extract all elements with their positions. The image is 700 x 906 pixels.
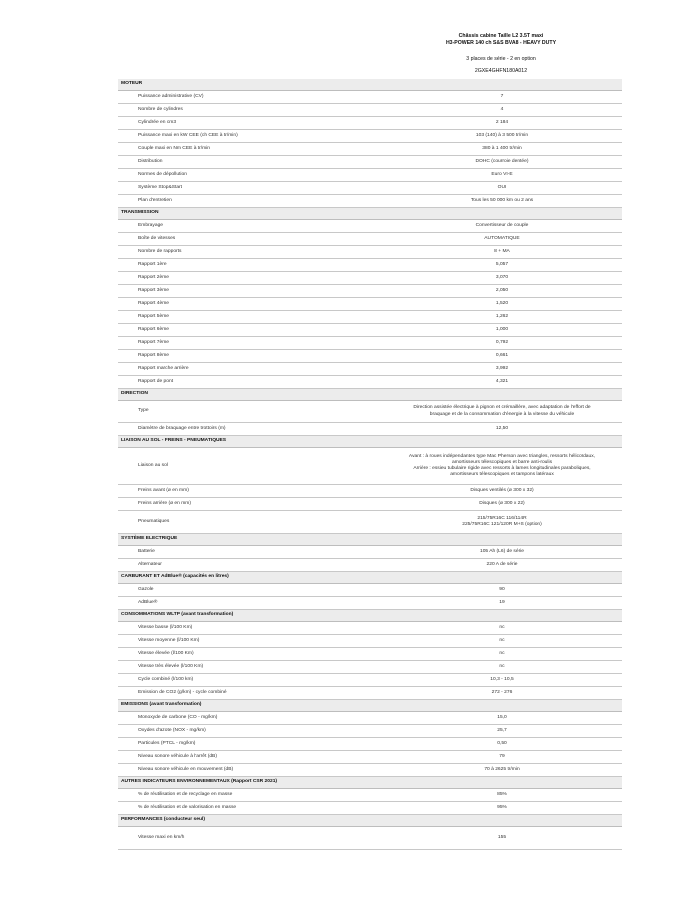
spec-value: 220 A de série (382, 559, 622, 572)
spec-row (118, 751, 622, 764)
spec-value: 85% (382, 789, 622, 802)
spec-label: Liaison au sol (118, 448, 382, 485)
spec-row (118, 117, 622, 130)
section-title: LIAISON AU SOL - FREINS - PNEUMATIQUES (118, 436, 622, 448)
spec-row (118, 559, 622, 572)
spec-row (118, 584, 622, 597)
spec-row (118, 498, 622, 511)
spec-label: Rapport 8ème (118, 350, 382, 363)
section-title: EMISSIONS (avant transformation) (118, 700, 622, 712)
spec-label: Type (118, 401, 382, 423)
spec-label: Alternateur (118, 559, 382, 572)
spec-label: Couple maxi en Nm CEE à tr/min (118, 143, 382, 156)
spec-row (118, 401, 622, 423)
spec-row (118, 661, 622, 674)
spec-value: OUI (382, 182, 622, 195)
spec-row (118, 802, 622, 815)
spec-value: 4 (382, 104, 622, 117)
spec-value: 215/75R16C 116/114R 225/75R16C 121/120R M+S (option) (382, 511, 622, 534)
spec-row (118, 246, 622, 259)
spec-label: Batterie (118, 546, 382, 559)
spec-label: Rapport marche arrière (118, 363, 382, 376)
spec-row (118, 674, 622, 687)
spec-value: 25,7 (382, 725, 622, 738)
section-header (118, 534, 622, 546)
spec-label: Gazole (118, 584, 382, 597)
section-header (118, 572, 622, 584)
spec-value: 3,070 (382, 272, 622, 285)
spec-label: Freins avant (ø en mm) (118, 485, 382, 498)
spec-row (118, 233, 622, 246)
spec-label: Rapport 5ème (118, 311, 382, 324)
spec-value: 0,661 (382, 350, 622, 363)
spec-label: Diamètre de braquage entre trottoirs (m) (118, 423, 382, 436)
spec-value: 15,0 (382, 712, 622, 725)
spec-value: 105 Ah (L6) de série (382, 546, 622, 559)
spec-label: Rapport 2ème (118, 272, 382, 285)
spec-label: Distribution (118, 156, 382, 169)
spec-label: Puissance maxi en kW CEE (ch CEE à tr/min) (118, 130, 382, 143)
spec-row (118, 485, 622, 498)
spec-value: 1,520 (382, 298, 622, 311)
spec-value: 5,057 (382, 259, 622, 272)
spec-label: Vitesse élevée (l/100 Km) (118, 648, 382, 661)
spec-label: Nombre de rapports (118, 246, 382, 259)
spec-row (118, 764, 622, 777)
spec-label: Freins arrière (ø en mm) (118, 498, 382, 511)
spec-value: 0,792 (382, 337, 622, 350)
spec-value: nc (382, 622, 622, 635)
spec-row (118, 622, 622, 635)
section-header (118, 79, 622, 91)
spec-value: Disques (ø 300 x 22) (382, 498, 622, 511)
spec-label: Rapport 7ème (118, 337, 382, 350)
spec-value: 19 (382, 597, 622, 610)
spec-row (118, 363, 622, 376)
spec-value: nc (382, 635, 622, 648)
spec-value: 380 à 1 400 tr/min (382, 143, 622, 156)
spec-value: 95% (382, 802, 622, 815)
spec-label: Plan d'entretien (118, 195, 382, 208)
spec-label: Rapport 4ème (118, 298, 382, 311)
spec-row (118, 104, 622, 117)
spec-label: Rapport de pont (118, 376, 382, 389)
section-title: TRANSMISSION (118, 208, 622, 220)
section-header (118, 815, 622, 827)
spec-value: 0,50 (382, 738, 622, 751)
version-code: 2GXE4GHFN180A012 (474, 68, 528, 74)
section-title: AUTRES INDICATEURS ENVIRONNEMENTAUX (Rapport CSR 2021) (118, 777, 622, 789)
document-title: Châssis cabine Taille L2 3.5T maxi (458, 33, 544, 39)
spec-row (118, 285, 622, 298)
spec-label: Rapport 3ème (118, 285, 382, 298)
spec-row (118, 195, 622, 208)
spec-row (118, 298, 622, 311)
spec-label: Puissance administrative (CV) (118, 91, 382, 104)
spec-value: 1,262 (382, 311, 622, 324)
spec-row (118, 376, 622, 389)
section-header (118, 700, 622, 712)
section-header (118, 436, 622, 448)
spec-label: Nombre de cylindres (118, 104, 382, 117)
spec-label: Boîte de vitesses (118, 233, 382, 246)
spec-label: Niveau sonore véhicule à l'arrêt (dB) (118, 751, 382, 764)
spec-label: Vitesse très élevée (l/100 Km) (118, 661, 382, 674)
spec-label: Vitesse basse (l/100 Km) (118, 622, 382, 635)
spec-row (118, 635, 622, 648)
spec-row (118, 143, 622, 156)
spec-value: 3,992 (382, 363, 622, 376)
seats-note: 3 places de série - 2 en option (466, 56, 536, 62)
spec-value: 1,000 (382, 324, 622, 337)
spec-value: Direction assistée électrique à pignon et crémaillère, avec adaptation de l'effort de braquage et de la consommation d'énergie à la vitesse du véhicule (382, 401, 622, 423)
spec-value: Convertisseur de couple (382, 220, 622, 233)
section-header (118, 208, 622, 220)
section-title: MOTEUR (118, 79, 622, 91)
spec-row (118, 311, 622, 324)
spec-value: Euro VI-E (382, 169, 622, 182)
spec-row (118, 324, 622, 337)
spec-value: 103 (140) à 3 500 tr/min (382, 130, 622, 143)
spec-value: nc (382, 661, 622, 674)
spec-row (118, 169, 622, 182)
spec-value: Tous les 50 000 km ou 2 ans (382, 195, 622, 208)
spec-row (118, 182, 622, 195)
spec-label: Système Stop&Start (118, 182, 382, 195)
spec-row (118, 423, 622, 436)
spec-row (118, 130, 622, 143)
spec-label: Emission de CO2 (g/km) - cycle combiné (118, 687, 382, 700)
spec-value: 90 (382, 584, 622, 597)
spec-row (118, 687, 622, 700)
section-header (118, 777, 622, 789)
spec-value: 12,50 (382, 423, 622, 436)
spec-value: 2 184 (382, 117, 622, 130)
section-header (118, 389, 622, 401)
section-title: CONSOMMATIONS WLTP (avant transformation) (118, 610, 622, 622)
spec-row (118, 511, 622, 534)
spec-value: 79 (382, 751, 622, 764)
spec-value: 2,050 (382, 285, 622, 298)
spec-row (118, 156, 622, 169)
spec-label: Rapport 1ère (118, 259, 382, 272)
spec-row (118, 712, 622, 725)
section-header (118, 610, 622, 622)
spec-label: Rapport 6ème (118, 324, 382, 337)
spec-value: DOHC (courroie dentée) (382, 156, 622, 169)
spec-row (118, 597, 622, 610)
spec-label: % de réutilisation et de valorisation en masse (118, 802, 382, 815)
spec-row (118, 259, 622, 272)
spec-row (118, 827, 622, 850)
spec-label: Vitesse moyenne (l/100 Km) (118, 635, 382, 648)
spec-value: Disques ventilés (ø 300 x 32) (382, 485, 622, 498)
spec-value: 155 (382, 827, 622, 850)
spec-row (118, 448, 622, 485)
spec-row (118, 546, 622, 559)
spec-row (118, 789, 622, 802)
spec-row (118, 350, 622, 363)
section-title: CARBURANT ET AdBlue® (capacités en litres) (118, 572, 622, 584)
spec-row (118, 337, 622, 350)
spec-value: 7 (382, 91, 622, 104)
spec-value: 272 - 276 (382, 687, 622, 700)
spec-label: % de réutilisation et de recyclage en masse (118, 789, 382, 802)
spec-value: nc (382, 648, 622, 661)
spec-row (118, 738, 622, 751)
spec-label: Niveau sonore véhicule en mouvement (dB) (118, 764, 382, 777)
spec-label: Monoxyde de carbone (CO - mg/km) (118, 712, 382, 725)
spec-row (118, 272, 622, 285)
spec-row (118, 91, 622, 104)
spec-label: AdBlue® (118, 597, 382, 610)
section-title: PERFORMANCES (conducteur seul) (118, 815, 622, 827)
spec-row (118, 648, 622, 661)
spec-label: Cylindrée en cm3 (118, 117, 382, 130)
spec-value: 4,321 (382, 376, 622, 389)
spec-value: 8 + MA (382, 246, 622, 259)
spec-label: Vitesse maxi en km/h (118, 827, 382, 850)
spec-value: 70 à 2625 tr/min (382, 764, 622, 777)
specifications-table (118, 79, 622, 850)
spec-label: Embrayage (118, 220, 382, 233)
spec-label: Oxydes d'azote (NOX - mg/km) (118, 725, 382, 738)
section-title: SYSTÈME ELECTRIQUE (118, 534, 622, 546)
spec-value: AUTOMATIQUE (382, 233, 622, 246)
spec-label: Pneumatiques (118, 511, 382, 534)
document-subtitle: H3-POWER 140 ch S&S BVA8 - HEAVY DUTY (445, 40, 557, 46)
section-title: DIRECTION (118, 389, 622, 401)
spec-label: Cycle combiné (l/100 km) (118, 674, 382, 687)
spec-value: Avant : à roues indépendantes type Mac Pherson avec triangles, ressorts hélicoïdaux, amortisseurs télescopiques et barre anti-roulis Arrière : essieu tubulaire rigide avec ressorts à lames longitudinales paraboliques, amortisseurs télescopiques et tampons latéraux (382, 448, 622, 485)
spec-row (118, 220, 622, 233)
spec-row (118, 725, 622, 738)
spec-value: 10,3 - 10,5 (382, 674, 622, 687)
spec-label: Normes de dépollution (118, 169, 382, 182)
spec-label: Particules (PTCL - mg/km) (118, 738, 382, 751)
